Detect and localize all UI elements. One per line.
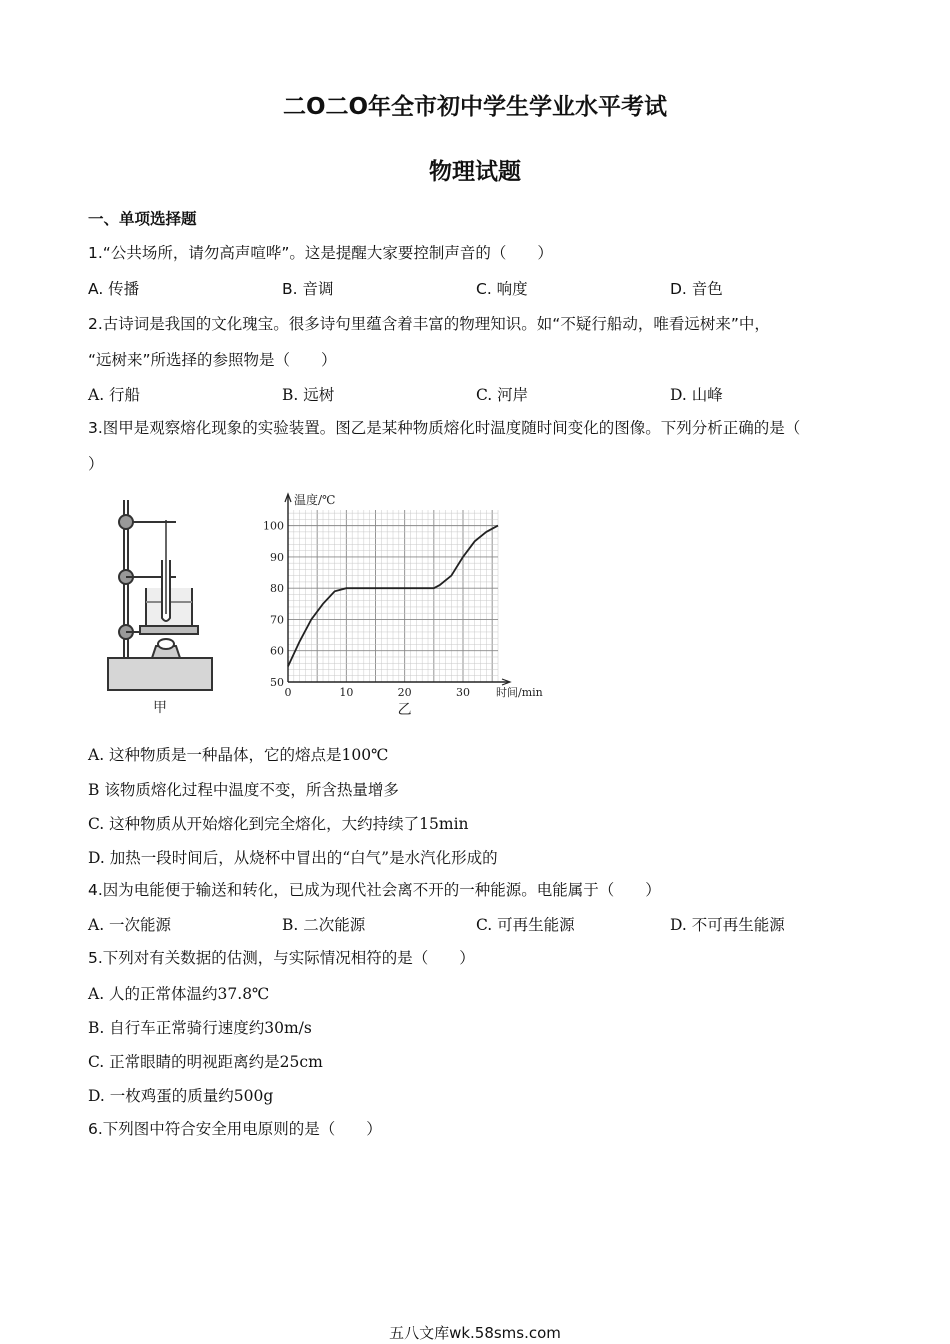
y-tick-label: 80 [270,582,284,596]
q3-option-c: C. 这种物质从开始熔化到完全熔化，大约持续了15min [88,815,469,833]
q5-option-c: C. 正常眼睛的明视距离约是25cm [88,1053,323,1071]
q3-option-a: A. 这种物质是一种晶体，它的熔点是100℃ [88,746,389,764]
section-heading: 一、单项选择题 [88,210,197,228]
q2-option-c: C. 河岸 [476,386,529,404]
apparatus-figure [104,490,224,720]
q1-option-c: C. 响度 [476,280,528,298]
x-tick-label: 20 [397,686,412,699]
chart-grid [288,510,498,682]
y-tick-label: 90 [270,550,284,564]
question-4: 4.因为电能便于输送和转化，已成为现代社会离不开的一种能源。电能属于（ ） [88,881,661,899]
x-tick-label: 30 [456,686,470,699]
q4-option-a: A. 一次能源 [88,916,172,934]
chart-x-axis-label: 时间/min [496,686,543,699]
question-3-line1: 3.图甲是观察熔化现象的实验装置。图乙是某种物质熔化时温度随时间变化的图像。下列分析正确的是（ [88,419,801,437]
q5-option-b: B. 自行车正常骑行速度约30m/s [88,1019,312,1037]
q4-option-d: D. 不可再生能源 [670,916,785,934]
q4-option-b: B. 二次能源 [282,916,366,934]
q3-option-d: D. 加热一段时间后，从烧杯中冒出的“白气”是水汽化形成的 [88,849,498,867]
y-tick-label: 100 [263,519,284,533]
y-tick-label: 60 [270,644,284,658]
q1-option-d: D. 音色 [670,280,723,298]
x-tick-label: 10 [339,686,354,699]
footer-watermark: 五八文库wk.58sms.com [389,1324,561,1342]
question-1: 1.“公共场所，请勿高声喧哗”。这是提醒大家要控制声音的（ ） [88,244,553,262]
exam-title: 二O二O年全市初中学生学业水平考试 [282,94,668,120]
q2-option-b: B. 远树 [282,386,335,404]
melting-chart [258,488,543,718]
q1-option-b: B. 音调 [282,280,334,298]
q4-option-c: C. 可再生能源 [476,916,575,934]
question-3-line2: ） [88,455,104,473]
question-2-line2: “远树来”所选择的参照物是（ ） [88,351,337,369]
question-6: 6.下列图中符合安全用电原则的是（ ） [88,1120,382,1138]
question-5: 5.下列对有关数据的估测，与实际情况相符的是（ ） [88,949,475,967]
q5-option-a: A. 人的正常体温约37.8℃ [88,985,270,1003]
figure-b-label: 乙 [397,702,412,718]
chart-axes [285,494,510,685]
x-tick-label: 0 [284,686,292,699]
chart-y-axis-label: 温度/℃ [294,493,336,507]
q1-option-a: A. 传播 [88,280,140,298]
q2-option-d: D. 山峰 [670,386,723,404]
figure-a-label: 甲 [153,700,167,716]
y-tick-label: 50 [270,676,284,689]
exam-subtitle: 物理试题 [429,159,521,185]
q2-option-a: A. 行船 [88,386,141,404]
question-2-line1: 2.古诗词是我国的文化瑰宝。很多诗句里蕴含着丰富的物理知识。如“不疑行船动，唯看远树来”中， [88,315,770,333]
q3-option-b: B 该物质熔化过程中温度不变，所含热量增多 [88,781,399,799]
q5-option-d: D. 一枚鸡蛋的质量约500g [88,1087,274,1105]
y-tick-label: 70 [270,613,284,627]
